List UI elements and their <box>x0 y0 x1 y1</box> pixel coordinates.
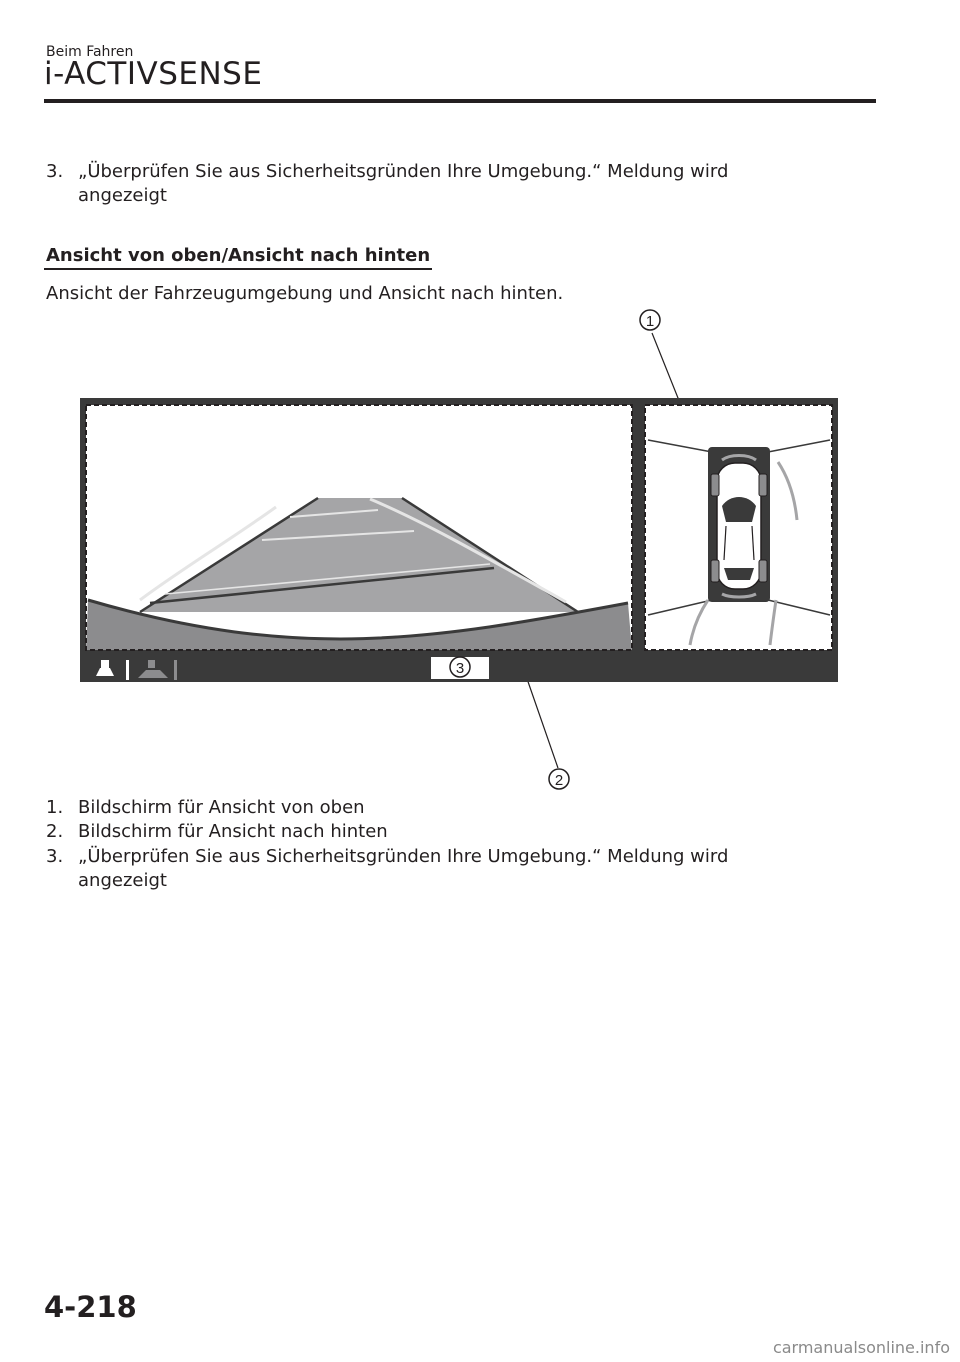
list-item-text-continued: angezeigt <box>78 185 167 206</box>
list-item-number: 3. <box>46 161 64 182</box>
list-item-text: „Überprüfen Sie aus Sicherheitsgründen Ihre Umgebung.“ Meldung wird <box>78 161 729 182</box>
vehicle-top-view-icon <box>708 447 770 602</box>
list-item-text: Bildschirm für Ansicht nach hinten <box>78 821 388 842</box>
svg-text:1: 1 <box>645 313 655 330</box>
list-item-number: 1. <box>46 797 64 818</box>
callout-3 <box>450 657 470 677</box>
list-item-text: „Überprüfen Sie aus Sicherheitsgründen Ihre Umgebung.“ Meldung wird <box>78 846 729 867</box>
list-item <box>46 845 729 891</box>
list-item <box>46 796 365 820</box>
list-item-text: Bildschirm für Ansicht von oben <box>78 797 365 818</box>
intro-text: Ansicht der Fahrzeugumgebung und Ansicht nach hinten. <box>46 283 564 304</box>
header-section-label: Beim Fahren <box>46 44 134 60</box>
page-number: 4-218 <box>44 1290 137 1324</box>
svg-text:2: 2 <box>554 772 564 789</box>
list-item <box>46 820 388 844</box>
svg-text:3: 3 <box>455 660 465 677</box>
list-item-number: 2. <box>46 821 64 842</box>
list-item-number: 3. <box>46 846 64 867</box>
section-subheading: Ansicht von oben/Ansicht nach hinten <box>46 245 431 266</box>
page-title: i-ACTIVSENSE <box>44 56 263 92</box>
callout-1 <box>640 310 660 330</box>
list-item-text-continued: angezeigt <box>78 870 167 891</box>
watermark[interactable]: carmanualsonline.info <box>772 1338 950 1357</box>
callout-2 <box>549 769 569 789</box>
